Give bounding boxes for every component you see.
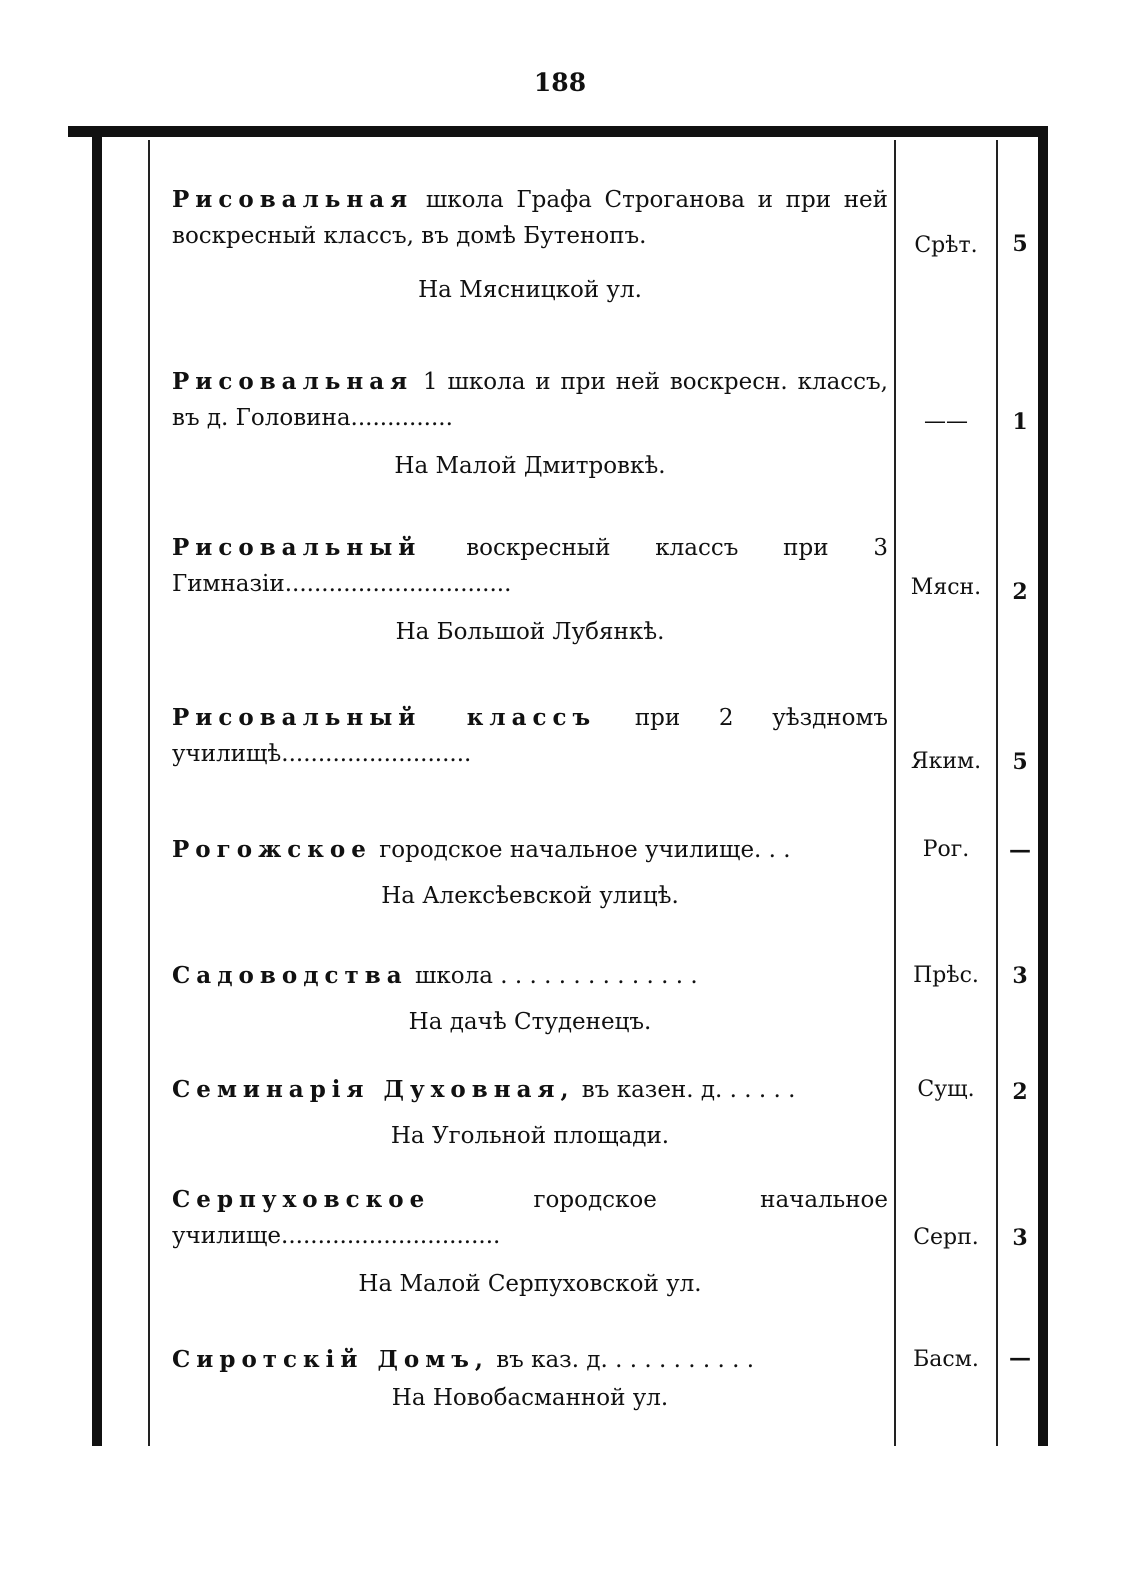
- entry-street: На Алексѣевской улицѣ.: [381, 883, 679, 909]
- leader-dots: . . . . .: [729, 1077, 796, 1103]
- entry-count: —: [1009, 1345, 1031, 1371]
- entry-district: Мясн.: [910, 575, 982, 600]
- entry-district: Яким.: [910, 749, 982, 774]
- entry-name-rest: воскресный классъ при 3 Гимназіи: [172, 535, 889, 597]
- entry-name: [172, 530, 888, 602]
- entry-name-spaced: Сиротскій Домъ,: [172, 1346, 489, 1373]
- column-divider: [148, 140, 150, 1446]
- entry-street: На дачѣ Студенецъ.: [408, 1009, 652, 1035]
- top-rule: [68, 126, 1048, 137]
- entry-count: 5: [1012, 749, 1028, 775]
- entry-name-rest: въ каз. д.: [496, 1347, 608, 1373]
- entry-name-rest: 1 школа и при ней воскресн. классъ, въ д. Головина: [172, 369, 888, 431]
- entry-district: Рог.: [922, 837, 970, 862]
- entry-name: [172, 1182, 888, 1254]
- leader-dots: ..........................: [281, 741, 472, 767]
- entry-district: ——: [924, 409, 968, 434]
- entry-street: На Малой Серпуховской ул.: [358, 1271, 702, 1297]
- entry-name-rest: городское начальное училище: [172, 1187, 888, 1249]
- entry-name-rest: въ казен. д.: [581, 1077, 723, 1103]
- leader-dots: ..............................: [281, 1223, 501, 1249]
- entry-count: 2: [1012, 1079, 1028, 1105]
- entry-name-spaced: Садоводства: [172, 962, 408, 989]
- entry-district: Серп.: [913, 1225, 979, 1250]
- column-divider: [894, 140, 896, 1446]
- entry-name: [172, 832, 888, 868]
- column-divider: [996, 140, 998, 1446]
- entry-count: 2: [1012, 579, 1028, 605]
- leader-dots: . . . . . . . . . .: [615, 1347, 755, 1373]
- leader-dots: ..............: [350, 405, 453, 431]
- entry-name-rest: городское начальное училище. . .: [379, 837, 791, 863]
- entry-name: [172, 700, 888, 772]
- entry-name-rest: школа: [414, 963, 493, 989]
- entry-count: —: [1009, 837, 1031, 863]
- entry-name-rest: при 2 уѣздномъ училищѣ: [172, 705, 889, 767]
- entry-name-spaced: Семинарія Духовная,: [172, 1076, 575, 1103]
- entry-name-spaced: Рисовальная: [172, 368, 414, 395]
- entry-name: [172, 958, 888, 994]
- entry-name: [172, 1072, 888, 1108]
- left-rule: [92, 126, 102, 1446]
- entry-street: На Новобасманной ул.: [391, 1385, 669, 1411]
- entry-street: На Большой Лубянкѣ.: [395, 619, 665, 645]
- entry-count: 1: [1012, 409, 1028, 435]
- entry-name: [172, 364, 888, 436]
- entry-street: На Малой Дмитровкѣ.: [394, 453, 666, 479]
- entry-count: 3: [1012, 963, 1028, 989]
- entry-count: 3: [1012, 1225, 1028, 1251]
- entry-district: Сущ.: [917, 1077, 975, 1102]
- leader-dots: ...............................: [284, 571, 512, 597]
- entry-name-spaced: Рисовальная: [172, 186, 414, 213]
- leader-dots: . . . . . . . . . . . . . .: [500, 963, 698, 989]
- entry-name-rest: школа Графа Строганова и при ней воскресный классъ, въ домѣ Бутенопъ.: [172, 187, 889, 249]
- entry-name-spaced: Рогожское: [172, 836, 372, 863]
- entry-name-spaced: Рисовальный: [172, 534, 422, 561]
- entry-district: Басм.: [913, 1347, 979, 1372]
- entry-name-spaced: Рисовальный классъ: [172, 704, 597, 731]
- entry-district: Срѣт.: [914, 233, 978, 258]
- entry-street: На Мясницкой ул.: [418, 277, 642, 303]
- entry-district: Прѣс.: [913, 963, 979, 988]
- entry-count: 5: [1012, 231, 1028, 257]
- page-number: 188: [533, 68, 587, 97]
- entry-name-spaced: Серпуховское: [172, 1186, 431, 1213]
- entry-name: [172, 1342, 888, 1378]
- entry-name: [172, 182, 888, 254]
- entry-street: На Угольной площади.: [390, 1123, 670, 1149]
